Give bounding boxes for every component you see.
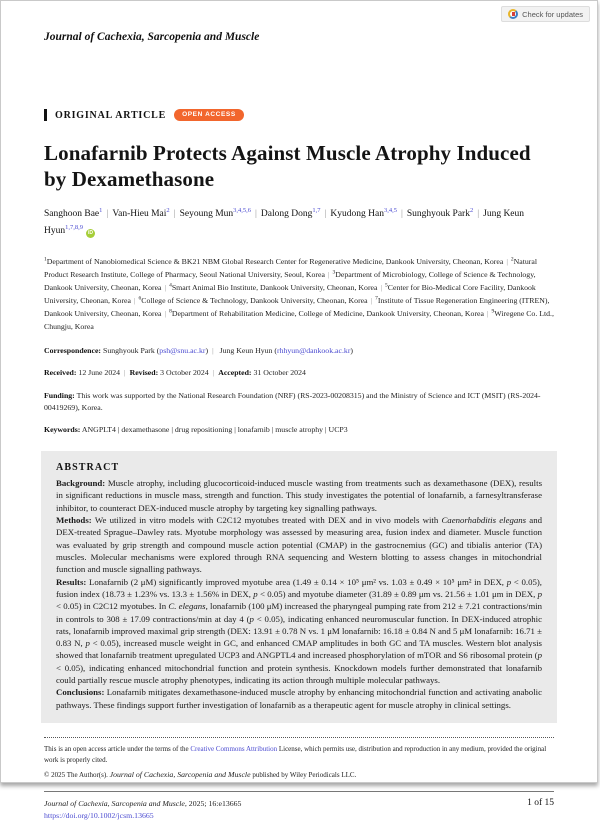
copyright-note [44,769,554,781]
abstract-text-segment: We utilized in vitro models with C2C12 myotubes treated with DEX and in vivo models with [94,515,442,525]
abstract-text-segment: Muscle atrophy, including glucocorticoid-induced muscle wasting from treatments such as dexamethasone (DEX), results in significant reductions in muscle mass, strength and function. This study investigates the potential of lonafarnib, a farnesyltransferase inhibitor, to counteract DEX-induced muscle atrophy by targeting key signalling pathways. [56,478,542,513]
affiliation-separator: | [370,296,373,306]
abstract-paragraph [56,576,542,687]
affiliation-separator: | [506,256,508,266]
affiliation-sup: 2 [510,255,514,262]
affiliation-sup: 5 [385,282,388,289]
affiliation-item [169,309,484,318]
author-separator: | [477,209,480,220]
abstract-text-segment: Lonafarnib (2 μM) significantly improved myotube area (1.49 ± 0.14 × 10⁵ μm² vs. 1.03 ± 0.49 × 10⁵ μm² in DEX, [89,576,507,587]
author-name: Dalong Dong [260,209,313,220]
author [261,209,321,219]
correspondence-line [44,345,554,357]
abstract-paragraph [56,686,542,711]
abstract-text-segment: p [537,588,542,599]
creative-commons-link[interactable]: Creative Commons Attribution [190,745,278,753]
keywords-label: Keywords: [44,425,81,435]
author-name: Van-Hieu Mai [112,209,167,220]
author-affiliation-sup: 3,4,5 [383,207,397,215]
abstract-text-segment: Background: [56,478,108,489]
author-affiliation-sup: 3,4,5,6 [233,207,252,215]
abstract-text-segment: < 0.05), indicating enhanced neuromuscular function. In DEX-induced atrophic rats, lonafarnib improved maximal grip strength (DEX: 13.91 ± 0.78 N vs. 1 μM lonafarnib: 16.18 ± 0.84 N and 5 μM lonafarnib: 16.71 ± 0.83 N, [56,613,542,649]
affiliation-text: Natural Product Research Institute, College of Pharmacy, Seoul National University, Seoul, Korea [44,256,538,279]
affiliation-separator: | [164,309,167,319]
history-label: Received: [44,368,77,378]
author-name: Seyoung Mun [179,209,234,220]
funding-line [44,390,554,413]
affiliation-text: Institute of Tissue Regeneration Engineering (ITREN), Dankook University, Cheonan, Korea [44,296,550,319]
abstract-text-segment: Caenorhabditis elegans [441,515,527,525]
abstract-paragraph [56,514,542,576]
affiliation-sup: 6 [138,295,142,302]
author [112,209,169,219]
author [44,209,102,219]
abstract-text-segment: Methods: [56,515,95,525]
author-separator: | [255,209,257,220]
author-name: Sanghoon Bae [44,209,100,220]
article-title: Lonafarnib Protects Against Muscle Atrophy Induced by Dexamethasone [44,141,531,191]
footer-divider [44,791,554,792]
check-for-updates-label: Check for updates [522,9,583,19]
license-text-pre: This is an open access article under the terms of the [44,745,191,753]
open-access-badge: OPEN ACCESS [174,109,244,121]
author-affiliation-sup: 2 [469,207,474,215]
abstract-text-segment: p [249,613,254,624]
author-separator: | [173,209,176,220]
author-name: Jung Keun Hyun [44,209,525,236]
affiliation-separator: | [133,296,136,306]
abstract-text-segment: < 0.05), increased muscle weight in GC, and enhanced CMAP amplitudes in both GC and TA muscles. Western blot analysis showed that lonafarnib treatment upregulated UCP3 and ANGPTL4 and increased phosphorylation of mTOR and S6 ribosomal protein ( [56,638,542,661]
citation-details: , 2025; 16:e13665 [184,799,242,809]
license-text-post: License, which permits use, distribution and reproduction in any medium, provided the original work is properly cited. [44,745,547,764]
funding-label: Funding: [44,391,75,400]
affiliation-text: Wiregene Co. Ltd., Chungju, Korea [44,309,554,331]
abstract-box [41,451,557,723]
affiliation-separator: | [327,269,330,279]
affiliation-text: Department of Nanobiomedical Science & BK21 NBM Global Research Center for Regenerative Medicine, Dankook University, Cheonan, Korea [46,256,504,266]
affiliation-item [139,296,368,305]
page-number: 1 of 15 [527,798,554,809]
history-label: Revised: [129,368,159,378]
correspondence-label: Correspondence: [44,345,102,355]
journal-name-header: Journal of Cachexia, Sarcopenia and Muscle [44,31,260,43]
history-separator: | [212,368,215,378]
affiliation-text: Department of Rehabilitation Medicine, College of Medicine, Dankook University, Cheonan, Korea [171,309,484,319]
affiliation-separator: | [380,282,383,292]
abstract-text-segment: Lonafarnib mitigates dexamethasone-induced muscle atrophy by enhancing mitochondrial function and activating anabolic pathways. These findings support further investigation of lonafarnib as a therapeutic agent for muscle atrophy in clinical settings. [56,687,542,710]
abstract-text-segment: < 0.05) and myotube diameter (31.89 ± 0.89 μm vs. 21.56 ± 1.01 μm in DEX, [257,588,538,599]
copyright-journal-name: Journal of Cachexia, Sarcopenia and Muscle [109,769,251,779]
affiliation-separator: | [486,309,489,319]
history-line: Received: 12 June 2024 | Revised: 3 October 2024 | Accepted: 31 October 2024 [44,368,306,378]
author-list [44,206,554,239]
abstract-text-segment: , lonafarnib (100 μM) increased the pharyngeal pumping rate from 212 ± 7.21 contractions/min in controls to 308 ± 17.09 contractions/min at day 4 ( [56,601,543,624]
correspondence-separator: | [212,345,214,355]
funding-text: This work was supported by the National Research Foundation (NRF) (RS-2023-00208315) and the Ministry of Science and ICT (MSIT) (RS-2024-00419269), Korea. [44,391,541,412]
author-separator: | [106,209,109,220]
citation-journal-name: Journal of Cachexia, Sarcopenia and Muscle [44,799,185,809]
author-name: Kyudong Han [330,209,384,220]
doi-link[interactable]: https://doi.org/10.1002/jcsm.13665 [44,811,154,821]
affiliation-sup: 1 [44,255,47,262]
affiliation-sup: 4 [169,282,172,289]
abstract-text-segment: < 0.05) in C2C12 myotubes. In [56,601,169,612]
author [330,209,397,219]
type-bar-decoration [44,109,47,121]
abstract-text-segment: p [537,650,542,661]
author-affiliation-sup: 2 [166,207,170,215]
affiliation-list [44,255,554,334]
keywords-list: ANGPLT4 | dexamethasone | drug repositioning | lonafarnib | muscle atrophy | UCP3 [81,425,348,435]
author-affiliation-sup: 1,7,8,9 [65,223,83,231]
dotted-divider [44,737,554,738]
correspondence-email-link[interactable]: rhhyun@dankook.ac.kr [276,345,351,355]
correspondence-contacts: Sunghyouk Park (psh@snu.ac.kr) | Jung Keun Hyun (rhhyun@dankook.ac.kr) [102,345,354,355]
abstract-paragraph [56,477,542,514]
affiliation-text: Center for Bio-Medical Core Facility, Dankook University, Cheonan, Korea [44,282,536,306]
history-separator: | [124,368,126,378]
abstract-text-segment: Results: [56,576,89,587]
abstract-text-segment: Conclusions: [56,687,107,698]
author [180,209,251,219]
affiliation-item [44,257,503,266]
author-separator: | [324,209,327,220]
history-label: Accepted: [218,368,252,378]
abstract-text-segment: p [253,588,258,599]
affiliation-sup: 9 [491,308,495,315]
author-separator: | [400,209,403,220]
abstract-text-segment: p [85,638,90,649]
article-type-label: ORIGINAL ARTICLE [55,109,167,121]
affiliation-text: Smart Animal Bio Institute, Dankook University, Cheonan, Korea [171,282,378,292]
abstract-text-segment: < 0.05), fusion index (18.73 ± 1.23% vs. 13.3 ± 1.56% in DEX, [56,576,542,599]
affiliation-sup: 8 [169,308,172,315]
license-note [44,744,554,766]
abstract-heading: ABSTRACT [56,462,120,474]
orcid-icon[interactable]: iD [88,229,93,236]
affiliation-separator: | [164,282,167,292]
article-type-row [44,109,554,121]
abstract-body [56,477,542,711]
citation-row [44,798,554,821]
author-affiliation-sup: 1 [99,207,103,215]
crossmark-icon [508,9,518,19]
abstract-text-segment: C. elegans [168,601,206,612]
abstract-text-segment: p [506,576,512,587]
affiliation-sup: 3 [332,269,336,276]
author [407,209,473,219]
check-for-updates-button[interactable] [501,6,590,22]
author-affiliation-sup: 1,7 [312,207,321,215]
affiliation-text: Department of Microbiology, College of Science & Technology, Dankook University, Cheonan, Korea [44,269,536,292]
affiliation-text: College of Science & Technology, Dankook University, Cheonan, Korea [141,296,368,306]
copyright-text-post: published by Wiley Periodicals LLC. [250,770,357,779]
abstract-text-segment: and DEX-treated Sprague–Dawley rats. Myotube morphology was assessed by measuring area, fusion index and diameter. Muscle function was evaluated by grip strength and compound muscle action potential (CMAP) in the gastrocnemius (GC) and tibialis anterior (TA) muscles. Molecular mechanisms were explored through RNA sequencing and Western blotting to assess changes in mitochondrial function and muscle signalling pathways. [56,515,542,575]
abstract-text-segment: < 0.05), indicating enhanced mitochondrial function and protein synthesis. Knockdown models further demonstrated that lonafarnib could partially rescue muscle atrophy phenotypes, indicating its action through multiple molecular pathways. [56,662,542,686]
affiliation-item [169,283,377,292]
correspondence-email-link[interactable]: psh@snu.ac.kr [159,345,206,355]
affiliation-sup: 7 [375,295,378,302]
author-name: Sunghyouk Park [406,209,470,220]
citation-block [44,798,241,821]
copyright-text-pre: © 2025 The Author(s). [44,770,110,779]
keywords-line [44,424,554,436]
